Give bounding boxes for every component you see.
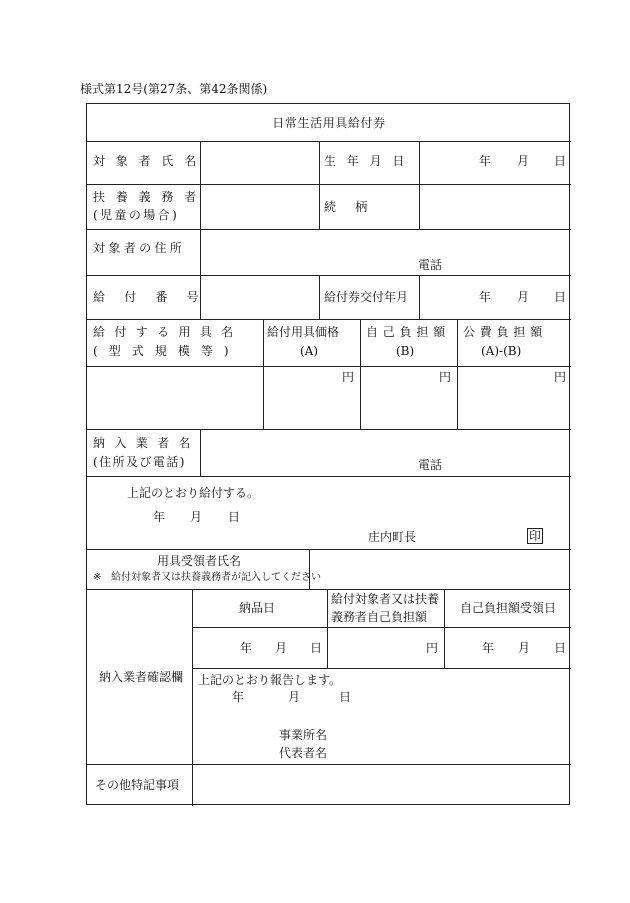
payer-burden-label-2: 義務者自己負担額 (331, 610, 428, 624)
item-name-label: 給付する用具名 (93, 325, 243, 339)
mayor-label: 庄内町長 (368, 530, 417, 544)
item-price-code: (A) (300, 344, 319, 358)
receiver-name-label: 用具受領者氏名 (157, 554, 242, 568)
vendor-confirm-label: 納入業者確認欄 (99, 670, 184, 684)
form-title: 日常生活用具給付券 (272, 116, 386, 130)
receipt-year-unit: 年 (482, 641, 495, 655)
issue-year-unit: 年 (479, 290, 492, 304)
relation-label: 続柄 (324, 200, 387, 214)
payer-burden-label-1: 給付対象者又は扶養 (331, 592, 440, 606)
seal-mark: 印 (529, 529, 542, 543)
self-yen-unit: 円 (439, 370, 452, 384)
receipt-day-unit: 日 (554, 641, 567, 655)
grant-statement: 上記のとおり給付する。 (127, 486, 260, 500)
address-phone-label: 電話 (418, 258, 443, 272)
receiver-note: 給付対象者又は扶養義務者が記入してください (111, 572, 321, 583)
grant-day-unit: 日 (228, 510, 241, 524)
vendor-address-note: (住所及び電話) (93, 455, 186, 469)
vendor-name-label: 納入業者名 (93, 436, 200, 450)
guardian-child-note: (児童の場合) (93, 208, 180, 222)
public-yen-unit: 円 (554, 370, 567, 384)
receipt-date-label: 自己負担額受領日 (460, 601, 557, 615)
receipt-month-unit: 月 (518, 641, 531, 655)
birth-day-unit: 日 (554, 154, 567, 168)
birth-year-unit: 年 (479, 154, 492, 168)
delivery-date-label: 納品日 (239, 601, 276, 615)
issue-day-unit: 日 (554, 290, 567, 304)
birth-month-unit: 月 (517, 154, 530, 168)
benefit-number-label: 給付番号 (93, 290, 218, 304)
report-day-unit: 日 (339, 690, 352, 704)
representative-label: 代表者名 (279, 746, 328, 760)
birth-date-label: 生年月日 (324, 154, 416, 168)
delivery-year-unit: 年 (240, 641, 253, 655)
form-number-header: 様式第12号(第27条、第42条関係) (80, 82, 268, 96)
office-name-label: 事業所名 (279, 728, 328, 742)
issue-month-unit: 月 (517, 290, 530, 304)
public-burden-code: (A)-(B) (481, 344, 522, 358)
self-burden-label: 自己負担額 (366, 325, 451, 339)
benefit-voucher-form (86, 103, 570, 805)
report-year-unit: 年 (232, 690, 245, 704)
item-price-label: 給付用具価格 (267, 325, 340, 339)
grant-month-unit: 月 (190, 510, 203, 524)
public-burden-label: 公費負担額 (463, 325, 548, 339)
vendor-phone-label: 電話 (418, 458, 443, 472)
grant-year-unit: 年 (153, 510, 166, 524)
other-notes-label: その他特記事項 (95, 778, 180, 792)
address-label: 対象者の住所 (93, 241, 186, 255)
target-name-label: 対象者氏名 (93, 154, 208, 168)
delivery-day-unit: 日 (310, 641, 323, 655)
payer-yen-unit: 円 (426, 641, 439, 655)
delivery-month-unit: 月 (275, 641, 288, 655)
receiver-note-mark: ※ (93, 572, 102, 583)
guardian-label: 扶養義務者 (93, 190, 208, 204)
report-statement: 上記のとおり報告します。 (198, 673, 342, 687)
issue-date-label: 給付券交付年月 (324, 290, 409, 304)
item-spec-label: (型式規模等) (93, 344, 240, 358)
price-yen-unit: 円 (342, 370, 355, 384)
report-month-unit: 月 (288, 690, 301, 704)
self-burden-code: (B) (396, 344, 415, 358)
